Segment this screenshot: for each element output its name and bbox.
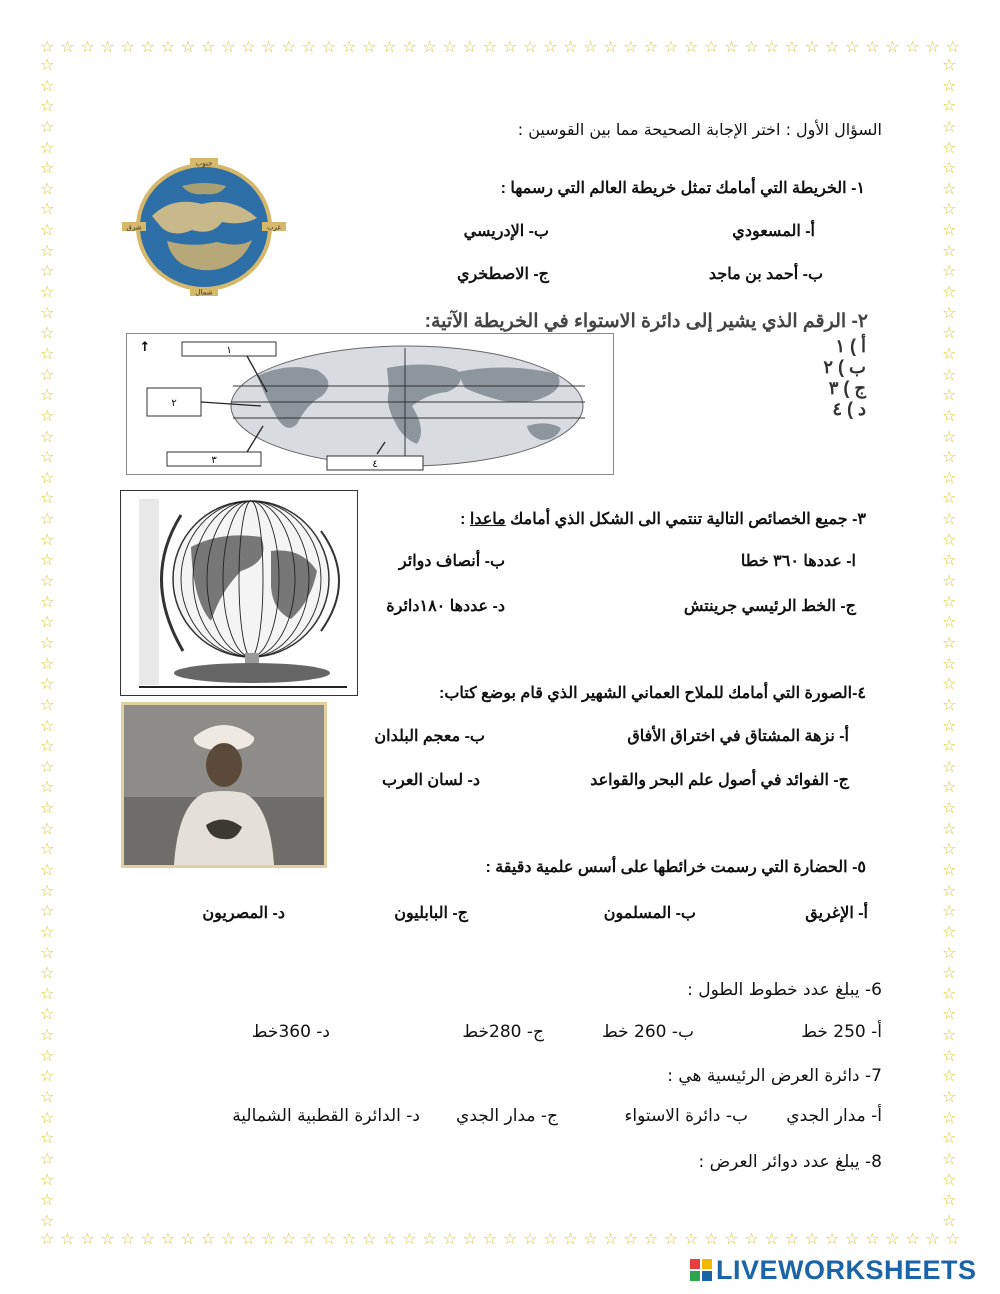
- q1-question: ١- الخريطة التي أمامك تمثل خريطة العالم التي رسمها :: [500, 180, 865, 197]
- star-icon: ☆: [942, 405, 957, 425]
- star-icon: ☆: [40, 550, 55, 570]
- q2-option-b: ب ) ٢: [823, 357, 866, 377]
- star-icon: ☆: [942, 220, 957, 240]
- q7-option-a: أ- مدار الجدي: [786, 1106, 882, 1126]
- star-icon: ☆: [543, 37, 558, 56]
- star-icon: ☆: [40, 591, 55, 611]
- map-label-south: جنوب: [195, 159, 213, 168]
- star-icon: ☆: [942, 591, 957, 611]
- star-icon: ☆: [942, 715, 957, 735]
- star-icon: ☆: [942, 1210, 957, 1230]
- q5-question: ٥- الحضارة التي رسمت خرائطها على أسس علمية دقيقة :: [485, 859, 866, 876]
- star-icon: ☆: [201, 37, 216, 56]
- star-icon: ☆: [40, 1004, 55, 1024]
- star-icon: ☆: [784, 37, 799, 56]
- star-icon: ☆: [40, 282, 55, 302]
- star-icon: ☆: [523, 1229, 538, 1248]
- star-icon: ☆: [362, 1229, 377, 1248]
- star-icon: ☆: [341, 1229, 357, 1248]
- star-icon: ☆: [301, 37, 316, 56]
- star-icon: ☆: [623, 1229, 638, 1248]
- star-icon: ☆: [402, 37, 417, 56]
- star-icon: ☆: [942, 818, 957, 838]
- star-icon: ☆: [583, 37, 598, 56]
- star-icon: ☆: [942, 116, 957, 136]
- q4-option-d: د- لسان العرب: [381, 772, 480, 789]
- star-border-left: [40, 56, 58, 1230]
- star-icon: ☆: [60, 37, 75, 56]
- star-icon: ☆: [40, 75, 55, 95]
- star-icon: ☆: [942, 178, 957, 198]
- q7-option-d: د- الدائرة القطبية الشمالية: [232, 1106, 420, 1126]
- star-icon: ☆: [942, 385, 957, 405]
- star-icon: ☆: [643, 1229, 659, 1248]
- star-icon: ☆: [40, 1169, 55, 1189]
- q1-option-d: ج- الاصطخري: [456, 266, 549, 283]
- star-icon: ☆: [40, 859, 55, 879]
- star-icon: ☆: [603, 37, 618, 56]
- q1-option-b: ب- الإدريسي: [463, 223, 549, 240]
- north-arrow-icon: ↑: [139, 340, 151, 355]
- star-icon: ☆: [942, 1128, 957, 1148]
- idrisi-map-image: [122, 156, 286, 298]
- star-icon: ☆: [942, 364, 957, 384]
- star-icon: ☆: [40, 736, 55, 756]
- star-icon: ☆: [663, 37, 679, 56]
- star-icon: ☆: [40, 405, 55, 425]
- star-icon: ☆: [362, 37, 377, 56]
- star-icon: ☆: [942, 240, 957, 260]
- star-icon: ☆: [684, 1229, 699, 1248]
- star-icon: ☆: [523, 37, 538, 56]
- star-icon: ☆: [942, 901, 957, 921]
- star-icon: ☆: [241, 37, 256, 56]
- star-icon: ☆: [945, 37, 960, 56]
- q3-question-except: ماعدا: [469, 511, 506, 528]
- star-icon: ☆: [724, 37, 739, 56]
- star-icon: ☆: [563, 37, 578, 56]
- globe-image: [120, 490, 358, 696]
- star-icon: ☆: [40, 178, 55, 198]
- star-icon: ☆: [261, 1229, 276, 1248]
- star-icon: ☆: [80, 37, 95, 56]
- star-icon: ☆: [40, 37, 55, 56]
- map-box-label-4: ٤: [372, 459, 378, 470]
- star-icon: ☆: [40, 323, 55, 343]
- star-icon: ☆: [502, 1229, 518, 1248]
- q3-question-prefix: ٣- جميع الخصائص التالية تنتمي الى الشكل الذي أمامك: [505, 511, 866, 528]
- star-icon: ☆: [40, 1148, 55, 1168]
- star-icon: ☆: [942, 694, 957, 714]
- q6-option-c: ج- 280خط: [462, 1022, 544, 1042]
- star-icon: ☆: [100, 1229, 115, 1248]
- star-icon: ☆: [942, 736, 957, 756]
- star-icon: ☆: [684, 37, 699, 56]
- logo-text: LIVEWORKSHEETS: [716, 1254, 977, 1285]
- star-icon: ☆: [942, 1025, 957, 1045]
- star-icon: ☆: [942, 632, 957, 652]
- star-icon: ☆: [865, 1229, 880, 1248]
- star-icon: ☆: [942, 158, 957, 178]
- star-icon: ☆: [543, 1229, 558, 1248]
- star-icon: ☆: [942, 963, 957, 983]
- q7-option-b: ب- دائرة الاستواء: [624, 1106, 748, 1126]
- star-icon: ☆: [643, 37, 659, 56]
- star-icon: ☆: [442, 37, 457, 56]
- star-icon: ☆: [942, 447, 957, 467]
- star-icon: ☆: [942, 488, 957, 508]
- star-icon: ☆: [942, 467, 957, 487]
- star-icon: ☆: [180, 37, 196, 56]
- star-icon: ☆: [942, 302, 957, 322]
- star-icon: ☆: [40, 983, 55, 1003]
- star-icon: ☆: [40, 220, 55, 240]
- q5-option-b: ب- المسلمون: [603, 905, 696, 922]
- star-icon: ☆: [824, 37, 840, 56]
- star-icon: ☆: [942, 756, 957, 776]
- star-icon: ☆: [482, 1229, 498, 1248]
- star-icon: ☆: [40, 1087, 55, 1107]
- star-icon: ☆: [942, 674, 957, 694]
- star-icon: ☆: [40, 447, 55, 467]
- star-icon: ☆: [824, 1229, 840, 1248]
- q3-option-a: ا- عددها ٣٦٠ خطا: [740, 553, 856, 570]
- star-icon: ☆: [40, 343, 55, 363]
- q3-question: [460, 509, 866, 529]
- star-icon: ☆: [120, 37, 135, 56]
- star-icon: ☆: [744, 37, 759, 56]
- q8-question: 8- يبلغ عدد دوائر العرض :: [698, 1152, 882, 1172]
- star-icon: ☆: [462, 1229, 477, 1248]
- star-icon: ☆: [422, 1229, 437, 1248]
- q5-option-d: د- المصريون: [202, 905, 285, 922]
- star-icon: ☆: [40, 612, 55, 632]
- star-icon: ☆: [40, 818, 55, 838]
- star-icon: ☆: [663, 1229, 679, 1248]
- star-icon: ☆: [40, 715, 55, 735]
- star-icon: ☆: [180, 1229, 196, 1248]
- star-icon: ☆: [40, 880, 55, 900]
- star-icon: ☆: [40, 364, 55, 384]
- star-icon: ☆: [40, 694, 55, 714]
- star-icon: ☆: [301, 1229, 316, 1248]
- map-box-label-2: ٢: [171, 398, 177, 409]
- star-icon: ☆: [905, 37, 920, 56]
- star-icon: ☆: [40, 1066, 55, 1086]
- star-icon: ☆: [100, 37, 115, 56]
- star-icon: ☆: [321, 1229, 337, 1248]
- q2-option-a: أ ) ١: [835, 336, 866, 356]
- q3-option-b: ب- أنصاف دوائر: [398, 553, 505, 570]
- star-icon: ☆: [40, 798, 55, 818]
- q1-option-c: ب- أحمد بن ماجد: [708, 266, 823, 283]
- star-icon: ☆: [583, 1229, 598, 1248]
- star-icon: ☆: [925, 1229, 940, 1248]
- star-icon: ☆: [241, 1229, 256, 1248]
- star-icon: ☆: [422, 37, 437, 56]
- star-icon: ☆: [341, 37, 357, 56]
- star-icon: ☆: [221, 37, 236, 56]
- q3-option-d: د- عددها ١٨٠دائرة: [386, 598, 505, 615]
- star-icon: ☆: [942, 942, 957, 962]
- star-icon: ☆: [281, 37, 296, 56]
- star-icon: ☆: [804, 37, 820, 56]
- star-icon: ☆: [704, 37, 719, 56]
- q4-option-a: أ- نزهة المشتاق في اختراق الأفاق: [627, 728, 849, 745]
- star-icon: ☆: [40, 302, 55, 322]
- star-icon: ☆: [942, 323, 957, 343]
- q6-option-a: أ- 250 خط: [801, 1022, 882, 1042]
- star-icon: ☆: [942, 1169, 957, 1189]
- star-icon: ☆: [942, 798, 957, 818]
- star-icon: ☆: [942, 509, 957, 529]
- star-icon: ☆: [563, 1229, 578, 1248]
- star-icon: ☆: [942, 777, 957, 797]
- star-icon: ☆: [942, 1148, 957, 1168]
- star-icon: ☆: [40, 1190, 55, 1210]
- star-icon: ☆: [804, 1229, 820, 1248]
- star-icon: ☆: [201, 1229, 216, 1248]
- q6-question: 6- يبلغ عدد خطوط الطول :: [687, 980, 882, 1000]
- star-icon: ☆: [942, 571, 957, 591]
- star-icon: ☆: [80, 1229, 95, 1248]
- star-icon: ☆: [40, 632, 55, 652]
- q5-option-a: أ- الإغريق: [805, 905, 868, 922]
- star-icon: ☆: [40, 901, 55, 921]
- star-icon: ☆: [40, 1045, 55, 1065]
- q7-question: 7- دائرة العرض الرئيسية هي :: [667, 1066, 882, 1086]
- star-icon: ☆: [942, 1004, 957, 1024]
- star-icon: ☆: [764, 37, 779, 56]
- star-icon: ☆: [40, 261, 55, 281]
- map-box-label-1: ١: [226, 345, 232, 356]
- star-icon: ☆: [40, 653, 55, 673]
- ibn-majid-photo: [121, 702, 327, 868]
- star-icon: ☆: [402, 1229, 417, 1248]
- star-icon: ☆: [603, 1229, 618, 1248]
- star-icon: ☆: [40, 488, 55, 508]
- star-icon: ☆: [784, 1229, 799, 1248]
- star-icon: ☆: [942, 653, 957, 673]
- star-icon: ☆: [942, 983, 957, 1003]
- star-icon: ☆: [942, 1107, 957, 1127]
- q4-option-b: ب- معجم البلدان: [374, 728, 485, 745]
- star-icon: ☆: [764, 1229, 779, 1248]
- star-icon: ☆: [40, 55, 55, 74]
- star-icon: ☆: [40, 1107, 55, 1127]
- q3-option-c: ج- الخط الرئيسي جرينتش: [683, 598, 856, 615]
- world-map-image: [126, 333, 614, 475]
- star-icon: ☆: [942, 1066, 957, 1086]
- star-icon: ☆: [942, 1045, 957, 1065]
- star-icon: ☆: [40, 116, 55, 136]
- star-icon: ☆: [724, 1229, 739, 1248]
- q2-option-c: ج ) ٣: [828, 378, 866, 398]
- star-icon: ☆: [221, 1229, 236, 1248]
- q3-question-suffix: :: [460, 511, 470, 528]
- star-icon: ☆: [40, 240, 55, 260]
- star-icon: ☆: [40, 385, 55, 405]
- star-icon: ☆: [623, 37, 638, 56]
- star-icon: ☆: [942, 859, 957, 879]
- map-label-west: غرب: [266, 223, 282, 232]
- map-label-east: شرق: [126, 223, 142, 232]
- star-icon: ☆: [160, 37, 176, 56]
- star-icon: ☆: [885, 37, 900, 56]
- star-icon: ☆: [40, 158, 55, 178]
- star-icon: ☆: [40, 942, 55, 962]
- star-icon: ☆: [140, 1229, 155, 1248]
- star-icon: ☆: [40, 1128, 55, 1148]
- star-icon: ☆: [744, 1229, 759, 1248]
- star-icon: ☆: [261, 37, 276, 56]
- q2-question: ٢- الرقم الذي يشير إلى دائرة الاستواء في الخريطة الآتية:: [424, 311, 868, 332]
- star-icon: ☆: [40, 467, 55, 487]
- star-icon: ☆: [942, 1190, 957, 1210]
- q1-option-a: أ- المسعودي: [732, 223, 815, 240]
- star-icon: ☆: [40, 199, 55, 219]
- map-box-label-3: ٣: [211, 455, 217, 466]
- star-border-bottom: [40, 1230, 960, 1248]
- star-icon: ☆: [945, 1229, 960, 1248]
- star-icon: ☆: [40, 96, 55, 116]
- star-icon: ☆: [160, 1229, 176, 1248]
- instruction-title: السؤال الأول : اختر الإجابة الصحيحة مما بين القوسين :: [517, 120, 882, 139]
- star-icon: ☆: [442, 1229, 457, 1248]
- star-icon: ☆: [40, 529, 55, 549]
- star-icon: ☆: [60, 1229, 75, 1248]
- star-icon: ☆: [462, 37, 477, 56]
- star-icon: ☆: [382, 1229, 397, 1248]
- q4-option-c: ج- الفوائد في أصول علم البحر والقواعد: [590, 772, 849, 789]
- q2-option-d: د ) ٤: [832, 399, 866, 419]
- q4-question: ٤-الصورة التي أمامك للملاح العماني الشهير الذي قام بوضع كتاب:: [438, 685, 866, 702]
- star-icon: ☆: [40, 137, 55, 157]
- star-icon: ☆: [845, 37, 860, 56]
- star-icon: ☆: [925, 37, 940, 56]
- star-icon: ☆: [885, 1229, 900, 1248]
- star-icon: ☆: [40, 674, 55, 694]
- star-icon: ☆: [942, 426, 957, 446]
- star-icon: ☆: [40, 1025, 55, 1045]
- star-icon: ☆: [40, 921, 55, 941]
- star-icon: ☆: [40, 756, 55, 776]
- star-icon: ☆: [40, 1210, 55, 1230]
- star-icon: ☆: [942, 75, 957, 95]
- star-icon: ☆: [942, 199, 957, 219]
- star-icon: ☆: [482, 37, 498, 56]
- star-icon: ☆: [942, 282, 957, 302]
- star-icon: ☆: [281, 1229, 296, 1248]
- star-icon: ☆: [40, 963, 55, 983]
- liveworksheets-logo: [690, 1254, 977, 1286]
- star-icon: ☆: [942, 612, 957, 632]
- star-icon: ☆: [704, 1229, 719, 1248]
- map-label-north: شمال: [195, 288, 213, 297]
- logo-icon: [690, 1259, 712, 1281]
- star-icon: ☆: [502, 37, 518, 56]
- star-icon: ☆: [942, 96, 957, 116]
- star-icon: ☆: [905, 1229, 920, 1248]
- q6-option-d: د- 360خط: [251, 1022, 330, 1042]
- star-icon: ☆: [942, 839, 957, 859]
- star-icon: ☆: [40, 1229, 55, 1248]
- q7-option-c: ج- مدار الجدي: [456, 1106, 558, 1126]
- star-icon: ☆: [40, 509, 55, 529]
- star-icon: ☆: [120, 1229, 135, 1248]
- star-icon: ☆: [845, 1229, 860, 1248]
- star-icon: ☆: [942, 550, 957, 570]
- star-icon: ☆: [942, 55, 957, 74]
- star-icon: ☆: [40, 426, 55, 446]
- star-icon: ☆: [140, 37, 155, 56]
- q5-option-c: ج- البابليون: [394, 905, 468, 922]
- q6-option-b: ب- 260 خط: [601, 1022, 694, 1042]
- star-icon: ☆: [942, 261, 957, 281]
- star-border-top: [40, 38, 960, 56]
- star-icon: ☆: [40, 777, 55, 797]
- star-icon: ☆: [942, 921, 957, 941]
- star-border-right: [942, 56, 960, 1230]
- star-icon: ☆: [942, 137, 957, 157]
- star-icon: ☆: [942, 343, 957, 363]
- star-icon: ☆: [321, 37, 337, 56]
- star-icon: ☆: [40, 571, 55, 591]
- star-icon: ☆: [942, 880, 957, 900]
- star-icon: ☆: [382, 37, 397, 56]
- star-icon: ☆: [865, 37, 880, 56]
- star-icon: ☆: [40, 839, 55, 859]
- star-icon: ☆: [942, 1087, 957, 1107]
- star-icon: ☆: [942, 529, 957, 549]
